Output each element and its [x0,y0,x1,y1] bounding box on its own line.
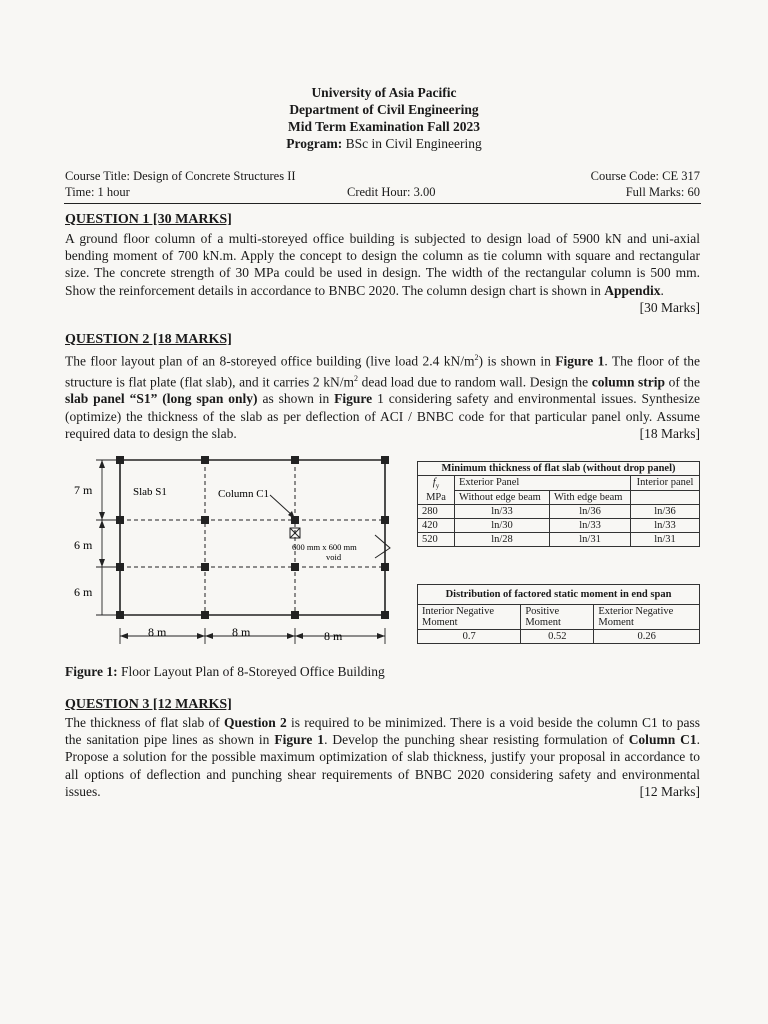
column-marker [201,516,209,524]
credit-hour: Credit Hour: 3.00 [347,185,436,199]
q3-marks: [12 Marks] [639,783,700,799]
program-label: Program: [286,136,343,151]
q1-marks: [30 Marks] [639,299,700,315]
column-marker [291,611,299,619]
q2-marks: [18 Marks] [639,425,700,441]
without-edge-beam-header: Without edge beam [455,490,550,505]
dim-v-3: 6 m [74,585,93,599]
table-row: 280 ln/33 ln/36 ln/36 [418,505,700,519]
figure-caption: Figure 1: Floor Layout Plan of 8-Storeyed Office Building [65,664,385,679]
floor-plan-diagram [60,440,410,650]
column-marker [201,456,209,464]
column-marker [201,611,209,619]
column-marker [201,563,209,571]
table-row: 0.7 0.52 0.26 [418,630,700,644]
program-line [0,135,768,152]
slab-s1-label: Slab S1 [133,486,167,498]
q3-heading: QUESTION 3 [12 MARKS] [65,697,232,712]
q2-heading: QUESTION 2 [18 MARKS] [65,332,232,347]
header-divider [64,203,701,204]
exterior-negative-header: Exterior Negative Moment [594,605,700,630]
university-name: University of Asia Pacific [311,85,457,100]
course-code: Course Code: CE 317 [590,169,700,183]
exam-title: Mid Term Examination Fall 2023 [287,119,480,134]
q1-heading: QUESTION 1 [30 MARKS] [65,212,232,227]
dim-h-3: 8 m [324,629,343,643]
void-label-line1: 600 mm x 600 mm [292,542,357,552]
with-edge-beam-header: With edge beam [550,490,631,505]
dim-h-2: 8 m [232,625,251,639]
dim-v-1: 7 m [74,483,93,497]
exterior-panel-header: Exterior Panel [455,476,631,491]
void-box [290,528,300,538]
column-marker [381,563,389,571]
positive-moment-header: Positive Moment [521,605,594,630]
column-marker [291,456,299,464]
column-c1-label: Column C1 [218,488,270,500]
min-thickness-table [417,461,700,547]
dim-v-2: 6 m [74,538,93,552]
table-row: 420 ln/30 ln/33 ln/33 [418,519,700,533]
dim-h-1: 8 m [148,625,167,639]
q1-text: A ground floor column of a multi-storeyed office building is subjected to design load of 5900 kN and uni-axial bending moment of 700 kN.m. Apply the concept to design the column as tie column with square and rectangular size. The concrete strength of 30 MPa could be used in design. The width of the rectangular column is 500 mm. Show the reinforcement details in accordance to BNBC 2020. The column design chart is shown in Appendix. [30 Marks] [65,231,700,315]
column-marker [291,563,299,571]
column-marker [381,611,389,619]
q3-text: The thickness of flat slab of Question 2 is required to be minimized. There is a void beside the column C1 to pass the sanitation pipe lines as shown in Figure 1. Develop the punching shear resisting formulation of Column C1. Propose a solution for the possible maximum optimization of slab thickness, justify your proposal in accordance to all options of deflection and punching shear requirements of BNBC 2020 considering safety and environmental issues. [12 Marks] [65,715,701,799]
q2-text: The floor layout plan of an 8-storeyed office building (live load 2.4 $kN/m^2$) is shown in Figure 1. The floor of the structure is flat plate (flat slab), and it carries 2 $kN/m^2$ dead load due to random wall. Design the column strip of the slab panel “S1” (long span only) as shown in Figure 1 considering safety and environmental issues. Synthesize (optimize) the thickness of the slab as per deflection of ACI / BNBC code for that particular panel only. Assume required data to design the slab. [18 Marks] [65,353,701,441]
course-title: Course Title: Design of Concrete Structures II [65,169,296,183]
table1-title: Minimum thickness of flat slab (without drop panel) [418,462,700,476]
table-row: 520 ln/28 ln/31 ln/31 [418,533,700,547]
program-value: BSc in Civil Engineering [345,136,482,151]
column-marker [381,516,389,524]
interior-negative-header: Interior Negative Moment [418,605,521,630]
column-marker [381,456,389,464]
interior-panel-header: Interior panel [631,476,700,491]
full-marks: Full Marks: 60 [625,185,700,199]
exam-time: Time: 1 hour [65,185,130,199]
department-name: Department of Civil Engineering [289,102,479,117]
void-label-line2: void [326,552,342,562]
moment-distribution-table [417,584,700,644]
table2-title: Distribution of factored static moment in end span [418,585,700,605]
fy-header: $f_y$ MPa [418,476,455,505]
